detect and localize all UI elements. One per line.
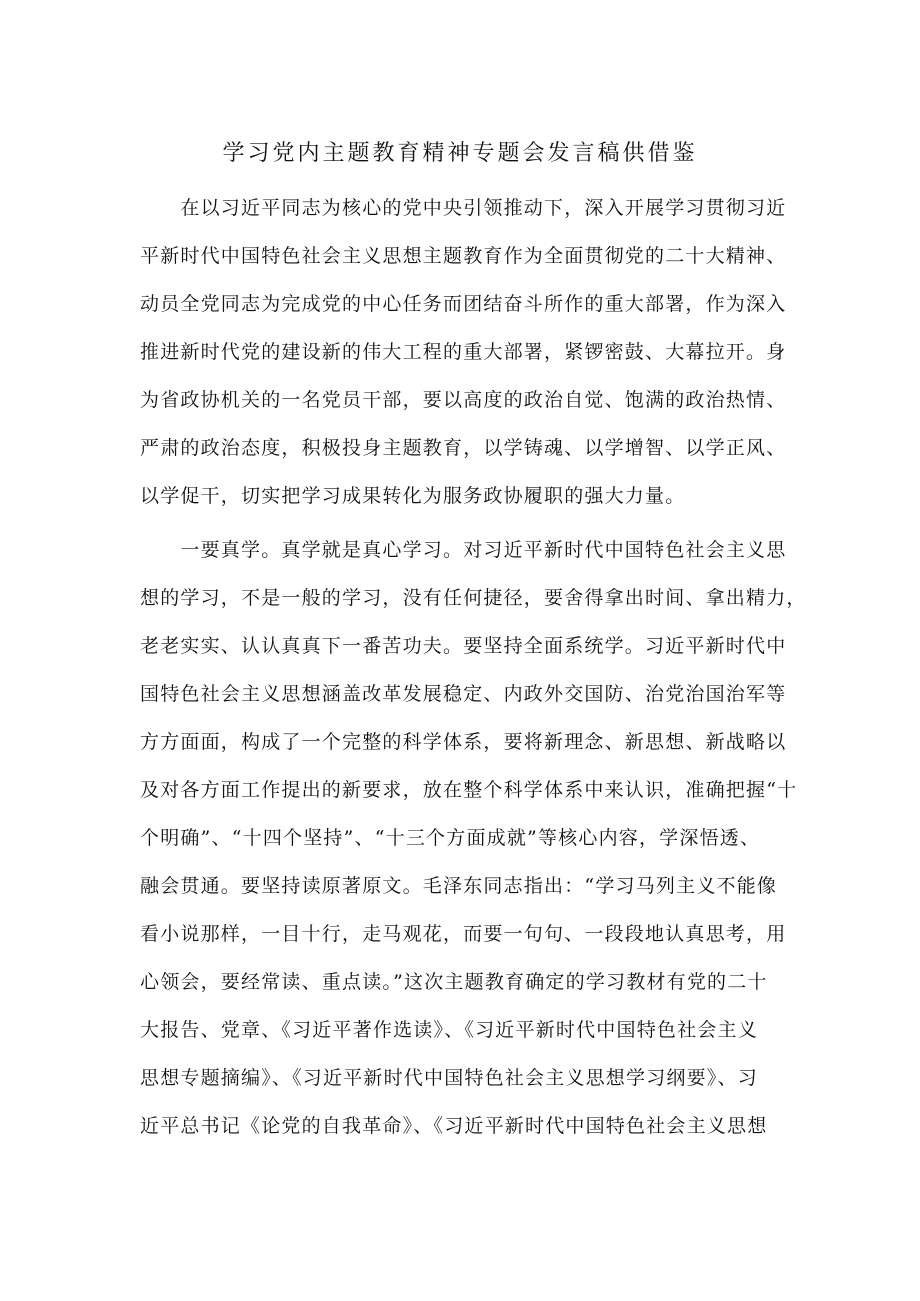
text-line: 心领会，要经常读、重点读。”这次主题教育确定的学习教材有党的二十 <box>140 971 768 993</box>
text-line: 思想专题摘编》、《习近平新时代中国特色社会主义思想学习纲要》、习 <box>140 1067 758 1089</box>
text-line: 国特色社会主义思想涵盖改革发展稳定、内政外交国防、治党治国治军等 <box>140 683 787 705</box>
text-line: 严肃的政治态度，积极投身主题教育，以学铸魂、以学增智、以学正风、 <box>140 437 787 459</box>
text-line: 融会贯通。要坚持读原著原文。毛泽东同志指出：“学习马列主义不能像 <box>140 875 778 897</box>
text-line: 想的学习，不是一般的学习，没有任何捷径，要舍得拿出时间、拿出精力， <box>140 587 807 609</box>
text-line: 为省政协机关的一名党员干部，要以高度的政治自觉、饱满的政治热情、 <box>140 389 787 411</box>
document-title: 学习党内主题教育精神专题会发言稿供借鉴 <box>222 141 698 166</box>
text-line: 动员全党同志为完成党的中心任务而团结奋斗所作的重大部署，作为深入 <box>140 293 787 315</box>
text-line: 及对各方面工作提出的新要求，放在整个科学体系中来认识，准确把握“十 <box>140 779 798 801</box>
text-line: 在以习近平同志为核心的党中央引领推动下，深入开展学习贯彻习近 <box>140 197 787 219</box>
text-line: 老老实实、认认真真下一番苦功夫。要坚持全面系统学。习近平新时代中 <box>140 635 787 657</box>
text-line: 个明确”、“十四个坚持”、“十三个方面成就”等核心内容，学深悟透、 <box>140 827 761 849</box>
text-line: 方方面面，构成了一个完整的科学体系，要将新理念、新思想、新战略以 <box>140 731 787 753</box>
text-line: 大报告、党章、《习近平著作选读》、《习近平新时代中国特色社会主义 <box>140 1019 758 1041</box>
text-line: 平新时代中国特色社会主义思想主题教育作为全面贯彻党的二十大精神、 <box>140 245 787 267</box>
text-line: 以学促干，切实把学习成果转化为服务政协履职的强大力量。 <box>140 485 686 507</box>
text-line: 推进新时代党的建设新的伟大工程的重大部署，紧锣密鼓、大幕拉开。身 <box>140 341 787 363</box>
text-line: 近平总书记《论党的自我革命》、《习近平新时代中国特色社会主义思想 <box>140 1115 768 1137</box>
text-line: 看小说那样，一目十行，走马观花，而要一句句、一段段地认真思考，用 <box>140 923 787 945</box>
text-line: 一要真学。真学就是真心学习。对习近平新时代中国特色社会主义思 <box>140 539 787 561</box>
